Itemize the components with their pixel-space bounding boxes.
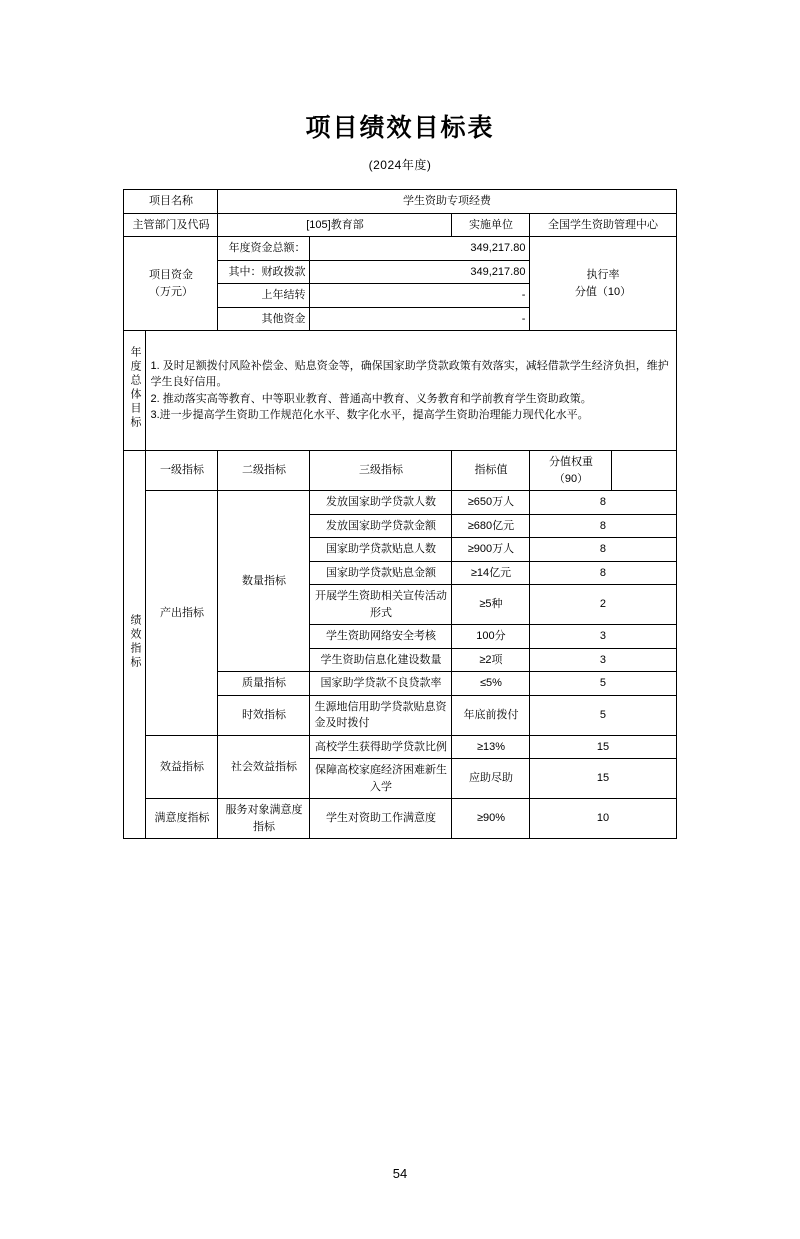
annual-goal-side-label: 年度总体目标 (124, 331, 146, 451)
level3-label: 学生对资助工作满意度 (310, 799, 452, 839)
indicator-value: ≥2项 (452, 648, 530, 672)
level3-label: 发放国家助学贷款金额 (310, 514, 452, 538)
department-label: 主管部门及代码 (124, 213, 218, 237)
indicator-value: 年底前拨付 (452, 695, 530, 735)
annual-goal-line: 3.进一步提高学生资助工作规范化水平、数字化水平，提高学生资助治理能力现代化水平。 (150, 409, 589, 421)
header-weight-line1: 分值权重 (548, 456, 593, 468)
indicator-value: ≥680亿元 (452, 514, 530, 538)
execution-rate-cell (530, 237, 676, 331)
header-indicator-value: 指标值 (452, 451, 530, 491)
funds-label-line2: （万元） (148, 285, 193, 298)
funds-row-name: 其中：财政拨款 (218, 260, 310, 284)
funds-label-line1: 项目资金 (148, 269, 193, 281)
indicator-value: ≥900万人 (452, 538, 530, 562)
level3-label: 开展学生资助相关宣传活动形式 (310, 585, 452, 625)
annual-goal-line: 2. 推动落实高等教育、中等职业教育、普通高中教育、义务教育和学前教育学生资助政策。 (150, 392, 592, 405)
indicator-weight: 8 (530, 561, 676, 585)
indicator-value: 应助尽助 (452, 759, 530, 799)
annual-goal-content (146, 331, 676, 451)
level2-timeliness: 时效指标 (218, 695, 310, 735)
indicator-value: ≥5种 (452, 585, 530, 625)
table-row-department (124, 213, 676, 237)
page-subtitle: (2024年度) (368, 158, 432, 172)
indicator-value: ≥14亿元 (452, 561, 530, 585)
header-weight-spacer (612, 451, 676, 491)
funds-label (124, 237, 218, 331)
funds-row-value: 349,217.80 (310, 237, 530, 261)
indicator-value: ≥650万人 (452, 491, 530, 515)
page-title: 项目绩效目标表 (305, 114, 495, 142)
table-row-project-name (124, 190, 676, 214)
level3-label: 发放国家助学贷款人数 (310, 491, 452, 515)
funds-row-name: 其他资金 (218, 307, 310, 331)
funds-row-name: 上年结转 (218, 284, 310, 308)
header-weight-line2: （90） (553, 472, 589, 485)
execution-rate-score-label: 分值（10） (574, 285, 632, 298)
level3-label: 国家助学贷款贴息金额 (310, 561, 452, 585)
indicator-value: ≤5% (452, 672, 530, 696)
unit-label: 实施单位 (452, 213, 530, 237)
table-row (124, 491, 676, 515)
header-weight (530, 451, 612, 491)
level3-label: 高校学生获得助学贷款比例 (310, 735, 452, 759)
table-row (124, 735, 676, 759)
indicator-value: 100分 (452, 625, 530, 649)
funds-row-value: 349,217.80 (310, 260, 530, 284)
table-row-funds-total (124, 237, 676, 261)
table-row-indicator-header (124, 451, 676, 491)
level2-service-satisfaction: 服务对象满意度指标 (218, 799, 310, 839)
department-value: [105]教育部 (218, 213, 452, 237)
indicator-weight: 15 (530, 735, 676, 759)
header-level3: 三级指标 (310, 451, 452, 491)
indicator-weight: 15 (530, 759, 676, 799)
indicator-weight: 5 (530, 672, 676, 696)
document-page (0, 108, 800, 1239)
indicators-side-label: 绩效指标 (124, 451, 146, 839)
funds-row-name: 年度资金总额： (218, 237, 310, 261)
funds-row-value: - (310, 284, 530, 308)
level3-label: 保障高校家庭经济困难新生入学 (310, 759, 452, 799)
level1-satisfaction: 满意度指标 (146, 799, 218, 839)
level3-label: 国家助学贷款不良贷款率 (310, 672, 452, 696)
level2-quantity: 数量指标 (218, 491, 310, 672)
project-name-value: 学生资助专项经费 (218, 190, 676, 214)
execution-rate-label: 执行率 (586, 269, 620, 281)
indicator-weight: 2 (530, 585, 676, 625)
table-row-annual-goal (124, 331, 676, 451)
indicator-weight: 10 (530, 799, 676, 839)
indicator-weight: 3 (530, 648, 676, 672)
annual-goal-line: 1. 及时足额拨付风险补偿金、贴息资金等，确保国家助学贷款政策有效落实，减轻借款学生经济负担，维护学生良好信用。 (150, 359, 669, 388)
indicator-weight: 8 (530, 514, 676, 538)
level3-label: 国家助学贷款贴息人数 (310, 538, 452, 562)
indicator-value: ≥13% (452, 735, 530, 759)
project-name-label: 项目名称 (124, 190, 218, 214)
level2-social-benefit: 社会效益指标 (218, 735, 310, 799)
funds-row-value: - (310, 307, 530, 331)
indicator-weight: 8 (530, 538, 676, 562)
level1-output: 产出指标 (146, 491, 218, 736)
page-number: 54 (392, 1166, 408, 1181)
performance-goal-table (123, 189, 676, 839)
unit-value: 全国学生资助管理中心 (530, 213, 676, 237)
header-level2: 二级指标 (218, 451, 310, 491)
header-level1: 一级指标 (146, 451, 218, 491)
level3-label: 生源地信用助学贷款贴息资金及时拨付 (310, 695, 452, 735)
level2-quality: 质量指标 (218, 672, 310, 696)
indicator-weight: 8 (530, 491, 676, 515)
level3-label: 学生资助信息化建设数量 (310, 648, 452, 672)
indicator-value: ≥90% (452, 799, 530, 839)
table-row (124, 799, 676, 839)
level3-label: 学生资助网络安全考核 (310, 625, 452, 649)
indicator-weight: 3 (530, 625, 676, 649)
indicator-weight: 5 (530, 695, 676, 735)
level1-benefit: 效益指标 (146, 735, 218, 799)
